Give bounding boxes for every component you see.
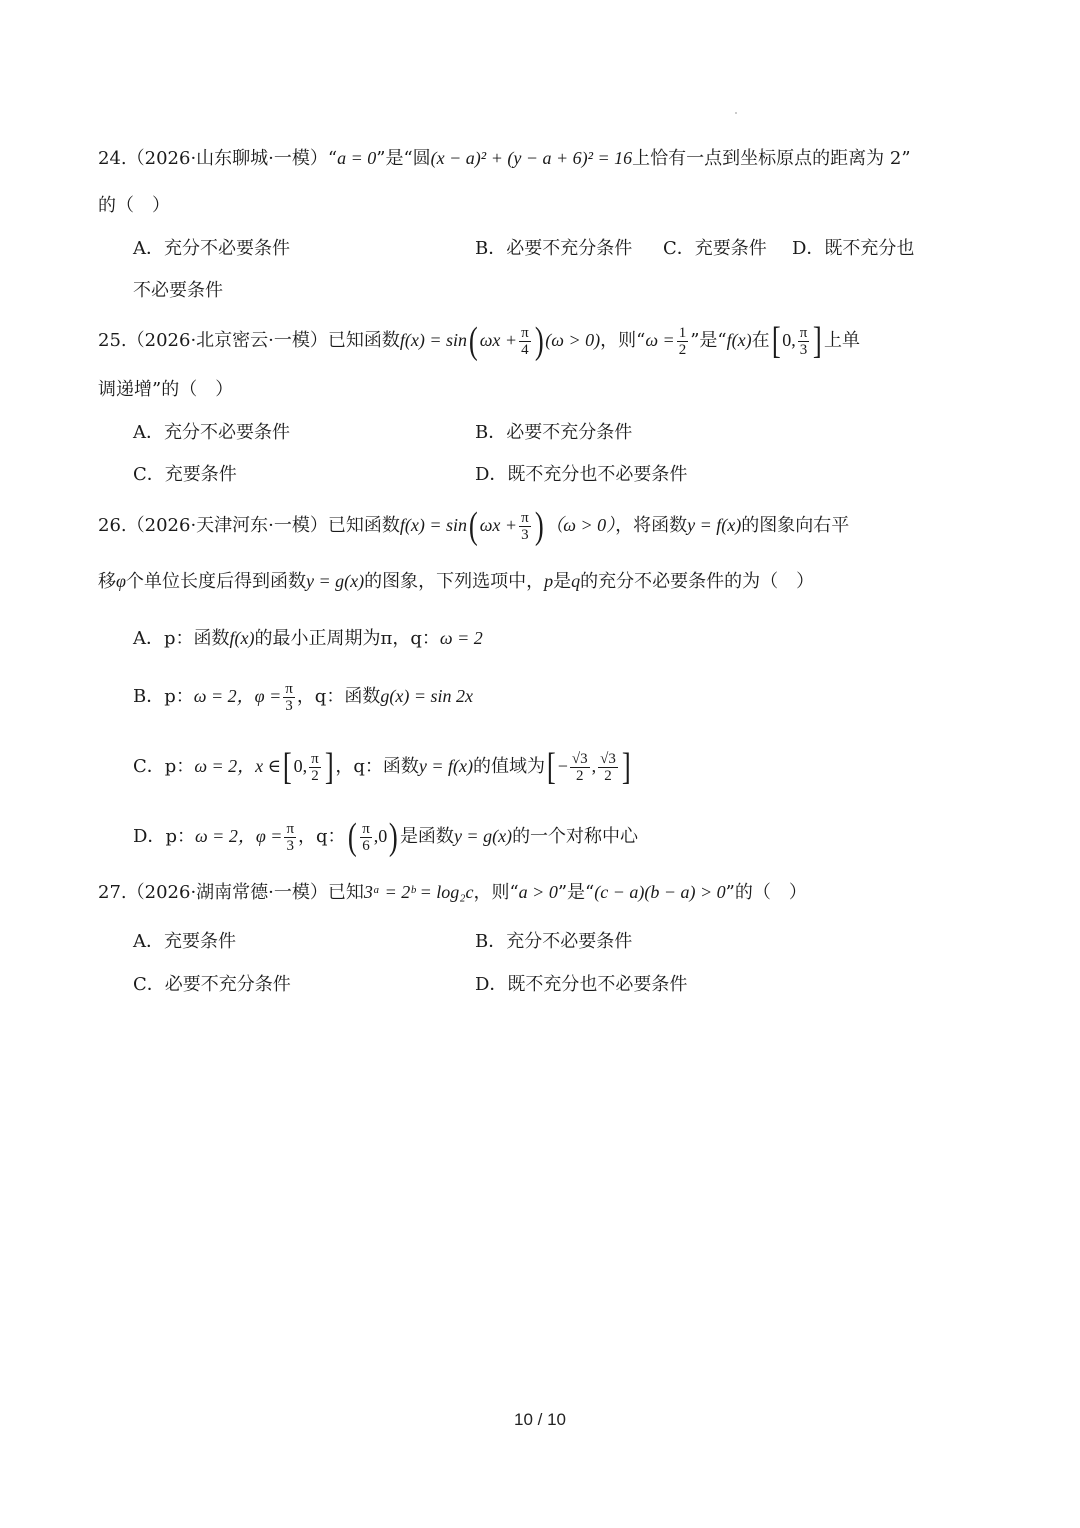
q26-c-label: C．: [133, 756, 165, 777]
q27-condition: a > 0: [518, 882, 558, 902]
q25-text-a: 已知函数: [327, 330, 400, 351]
q24-option-c: C．充要条件: [663, 238, 767, 259]
q25-paren-open: (: [468, 320, 478, 362]
q25-option-c: C．充要条件: [133, 464, 237, 485]
q26-paren-close: ): [534, 505, 544, 547]
q24-circle-equation: (x − a)² + (y − a + 6)² = 16: [430, 148, 633, 168]
q26-c-range-frac1: [570, 751, 590, 784]
q25-fraction-half: [677, 325, 689, 358]
q26-c-range-open: [: [546, 746, 556, 788]
q26-text-f: 的图象，下列选项中，: [364, 571, 545, 592]
q25-function: f(x) = sin: [399, 330, 468, 350]
q25-frac-num: π: [521, 324, 529, 341]
q26-ygx: y = g(x): [305, 571, 365, 591]
q27-text-a: 已知: [327, 882, 364, 903]
q25-half-num: 1: [678, 324, 687, 341]
q26-d-ygx: y = g(x): [453, 826, 513, 846]
q26-a-fx: f(x): [229, 628, 255, 648]
q26-c-omega: ω = 2，: [194, 756, 256, 776]
q27-option-b: B．充分不必要条件: [475, 931, 633, 952]
q26-text-b: ，将函数: [615, 515, 688, 536]
q26-c-fraction: [309, 751, 321, 784]
q26-option-d: [133, 816, 638, 856]
q26-d-den: 3: [286, 837, 294, 854]
q27-stem-line1: [98, 872, 807, 912]
q26-c-comma: ,: [591, 756, 597, 776]
q26-c-n2: √3: [600, 750, 616, 767]
q26-c-range-frac2: [598, 751, 618, 784]
q26-d-phi: φ =: [255, 826, 283, 846]
q26-c-bracket-close: ]: [324, 746, 334, 788]
q26-c-neg: −: [557, 756, 568, 776]
q26-a-q: q：: [410, 628, 440, 649]
q26-b-fraction: [283, 681, 295, 714]
q25-text-c: ”是“: [690, 330, 727, 351]
speck: [735, 112, 737, 114]
q26-d-point-frac: [360, 821, 372, 854]
q26-d-pd: 6: [362, 837, 370, 854]
q27-number: 27.: [98, 882, 127, 903]
q25-half-den: 2: [678, 341, 687, 358]
q26-q: q: [571, 571, 581, 591]
q26-stem-line1: [98, 505, 849, 545]
q24-text-b: ”是“圆: [376, 148, 431, 169]
q27-text-c: ”是“: [557, 882, 595, 903]
q26-b-label: B．: [133, 686, 165, 707]
q25-omega-condition: (ω > 0): [545, 330, 601, 350]
q26-option-a: [133, 618, 483, 658]
q26-p: p: [544, 571, 554, 591]
q26-b-den: 3: [285, 697, 293, 714]
q25-number: 25.: [98, 330, 127, 351]
q24-option-d-continued: 不必要条件: [133, 280, 223, 301]
q25-stem-line1: [98, 320, 860, 360]
q26-d-num: π: [286, 820, 295, 837]
q25-option-b: B．必要不充分条件: [475, 422, 633, 443]
q25-text-e: 上单: [823, 330, 860, 351]
q25-argument: ωx +: [479, 330, 518, 350]
q25-omega-eq: ω =: [645, 330, 675, 350]
q24-text-c: 上恰有一点到坐标原点的距离为 2”: [632, 148, 911, 169]
q26-d-point-rest: ,0: [373, 826, 388, 846]
q26-option-b: [133, 676, 473, 716]
q27-source: （2026·湖南常德·一模）: [126, 882, 328, 903]
q25-fraction-pi-3: [798, 325, 810, 358]
q26-stem-line2: [98, 561, 814, 601]
q24-option-a: A．充分不必要条件: [133, 238, 290, 259]
q26-option-c: [133, 746, 632, 786]
q25-option-a: A．充分不必要条件: [133, 422, 290, 443]
q27-option-c: C．必要不充分条件: [133, 974, 291, 995]
q26-c-bracket-open: [: [282, 746, 292, 788]
q26-a-omega: ω = 2: [439, 628, 483, 648]
q24-stem-line2: 的（ ）: [98, 195, 170, 216]
q27-option-a: A．充要条件: [133, 931, 236, 952]
page-number: 10 / 10: [514, 1410, 566, 1429]
q25-frac-den: 4: [521, 341, 529, 358]
q26-function: f(x) = sin: [399, 515, 468, 535]
q26-d-label: D．: [133, 826, 166, 847]
q26-c-den: 2: [311, 767, 319, 784]
q26-c-d2: 2: [604, 767, 612, 784]
q26-b-p: p：: [164, 686, 194, 707]
q26-omega-condition: （ω > 0）: [545, 515, 616, 535]
q25-int-den: 3: [799, 341, 808, 358]
q26-b-q: ，q：函数: [296, 686, 381, 707]
q26-text-d: 移: [98, 571, 116, 592]
q27-text-b: ，则“: [473, 882, 519, 903]
q27-condition2: (c − a)(b − a) > 0: [594, 882, 726, 902]
q26-b-num: π: [285, 680, 293, 697]
q24-source: （2026·山东聊城·一模）: [126, 148, 328, 169]
q25-text-d: 在: [751, 330, 770, 351]
q26-c-left: 0,: [293, 756, 308, 776]
q25-stem-line2: 调递增”的（ ）: [98, 379, 234, 400]
q26-c-num: π: [311, 750, 319, 767]
q26-frac-num: π: [521, 509, 529, 526]
q26-a-p: p：函数: [164, 628, 230, 649]
q26-argument: ωx +: [479, 515, 518, 535]
q26-a-mid: 的最小正周期为π，: [254, 628, 411, 649]
q25-paren-close: ): [534, 320, 544, 362]
q26-frac-den: 3: [521, 526, 529, 543]
q26-b-phi: φ =: [254, 686, 282, 706]
q26-c-x: x ∈: [255, 756, 281, 776]
q26-d-paren-close: ): [389, 816, 399, 858]
q26-d-omega: ω = 2，: [194, 826, 256, 846]
q26-b-omega: ω = 2，: [193, 686, 255, 706]
q25-source: （2026·北京密云·一模）: [126, 330, 328, 351]
q24-option-d: D．既不充分也: [792, 238, 915, 259]
q26-d-p: p：: [165, 826, 195, 847]
q26-a-label: A．: [133, 628, 164, 649]
q25-bracket-close: ]: [813, 320, 823, 362]
q26-c-q: ，q：函数: [335, 756, 419, 777]
q26-c-n1: √3: [571, 750, 588, 767]
q26-d-fraction: [284, 821, 296, 854]
q25-fraction-pi-4: [519, 325, 531, 358]
q25-option-d: D．既不充分也不必要条件: [475, 464, 688, 485]
q26-c-p: p：: [164, 756, 195, 777]
q24-stem-line1: [98, 138, 911, 178]
q26-d-paren-open: (: [347, 816, 357, 858]
q26-c-yfx: y = f(x): [418, 756, 474, 776]
q26-d-pn: π: [362, 820, 370, 837]
q26-c-range-close: ]: [621, 746, 631, 788]
q24-quote-open: “: [327, 148, 338, 169]
q26-paren-open: (: [468, 505, 478, 547]
q26-number: 26.: [98, 515, 127, 536]
q25-int-num: π: [799, 324, 808, 341]
q27-equation: 3ᵃ = 2ᵇ = log₂c: [363, 882, 474, 902]
q26-fraction-pi-3: [519, 510, 531, 543]
q26-text-h: 的充分不必要条件的为（ ）: [580, 571, 815, 592]
q26-d-q: ，q：: [298, 826, 346, 847]
q26-source: （2026·天津河东·一模）: [126, 515, 328, 536]
q26-text-g: 是: [553, 571, 572, 592]
q26-text-e: 个单位长度后得到函数: [125, 571, 306, 592]
q26-text-c: 的图象向右平: [741, 515, 850, 536]
q27-option-d: D．既不充分也不必要条件: [475, 974, 688, 995]
q25-fx: f(x): [726, 330, 752, 350]
q24-number: 24.: [98, 148, 127, 169]
q25-text-b: ，则“: [600, 330, 646, 351]
q26-d-mid: 是函数: [399, 826, 454, 847]
q24-option-b: B．必要不充分条件: [475, 238, 633, 259]
q26-phi: φ: [116, 571, 126, 591]
q26-text-a: 已知函数: [327, 515, 400, 536]
q26-b-gx: g(x) = sin 2x: [380, 686, 473, 706]
q25-interval-left: 0,: [782, 330, 796, 350]
q26-c-d1: 2: [575, 767, 584, 784]
q26-d-end: 的一个对称中心: [512, 826, 639, 847]
q26-c-mid: 的值域为: [473, 756, 546, 777]
q27-text-d: ”的（ ）: [725, 882, 807, 903]
q24-condition: a = 0: [337, 148, 377, 168]
q25-bracket-open: [: [771, 320, 781, 362]
q26-yfx: y = f(x): [687, 515, 742, 535]
